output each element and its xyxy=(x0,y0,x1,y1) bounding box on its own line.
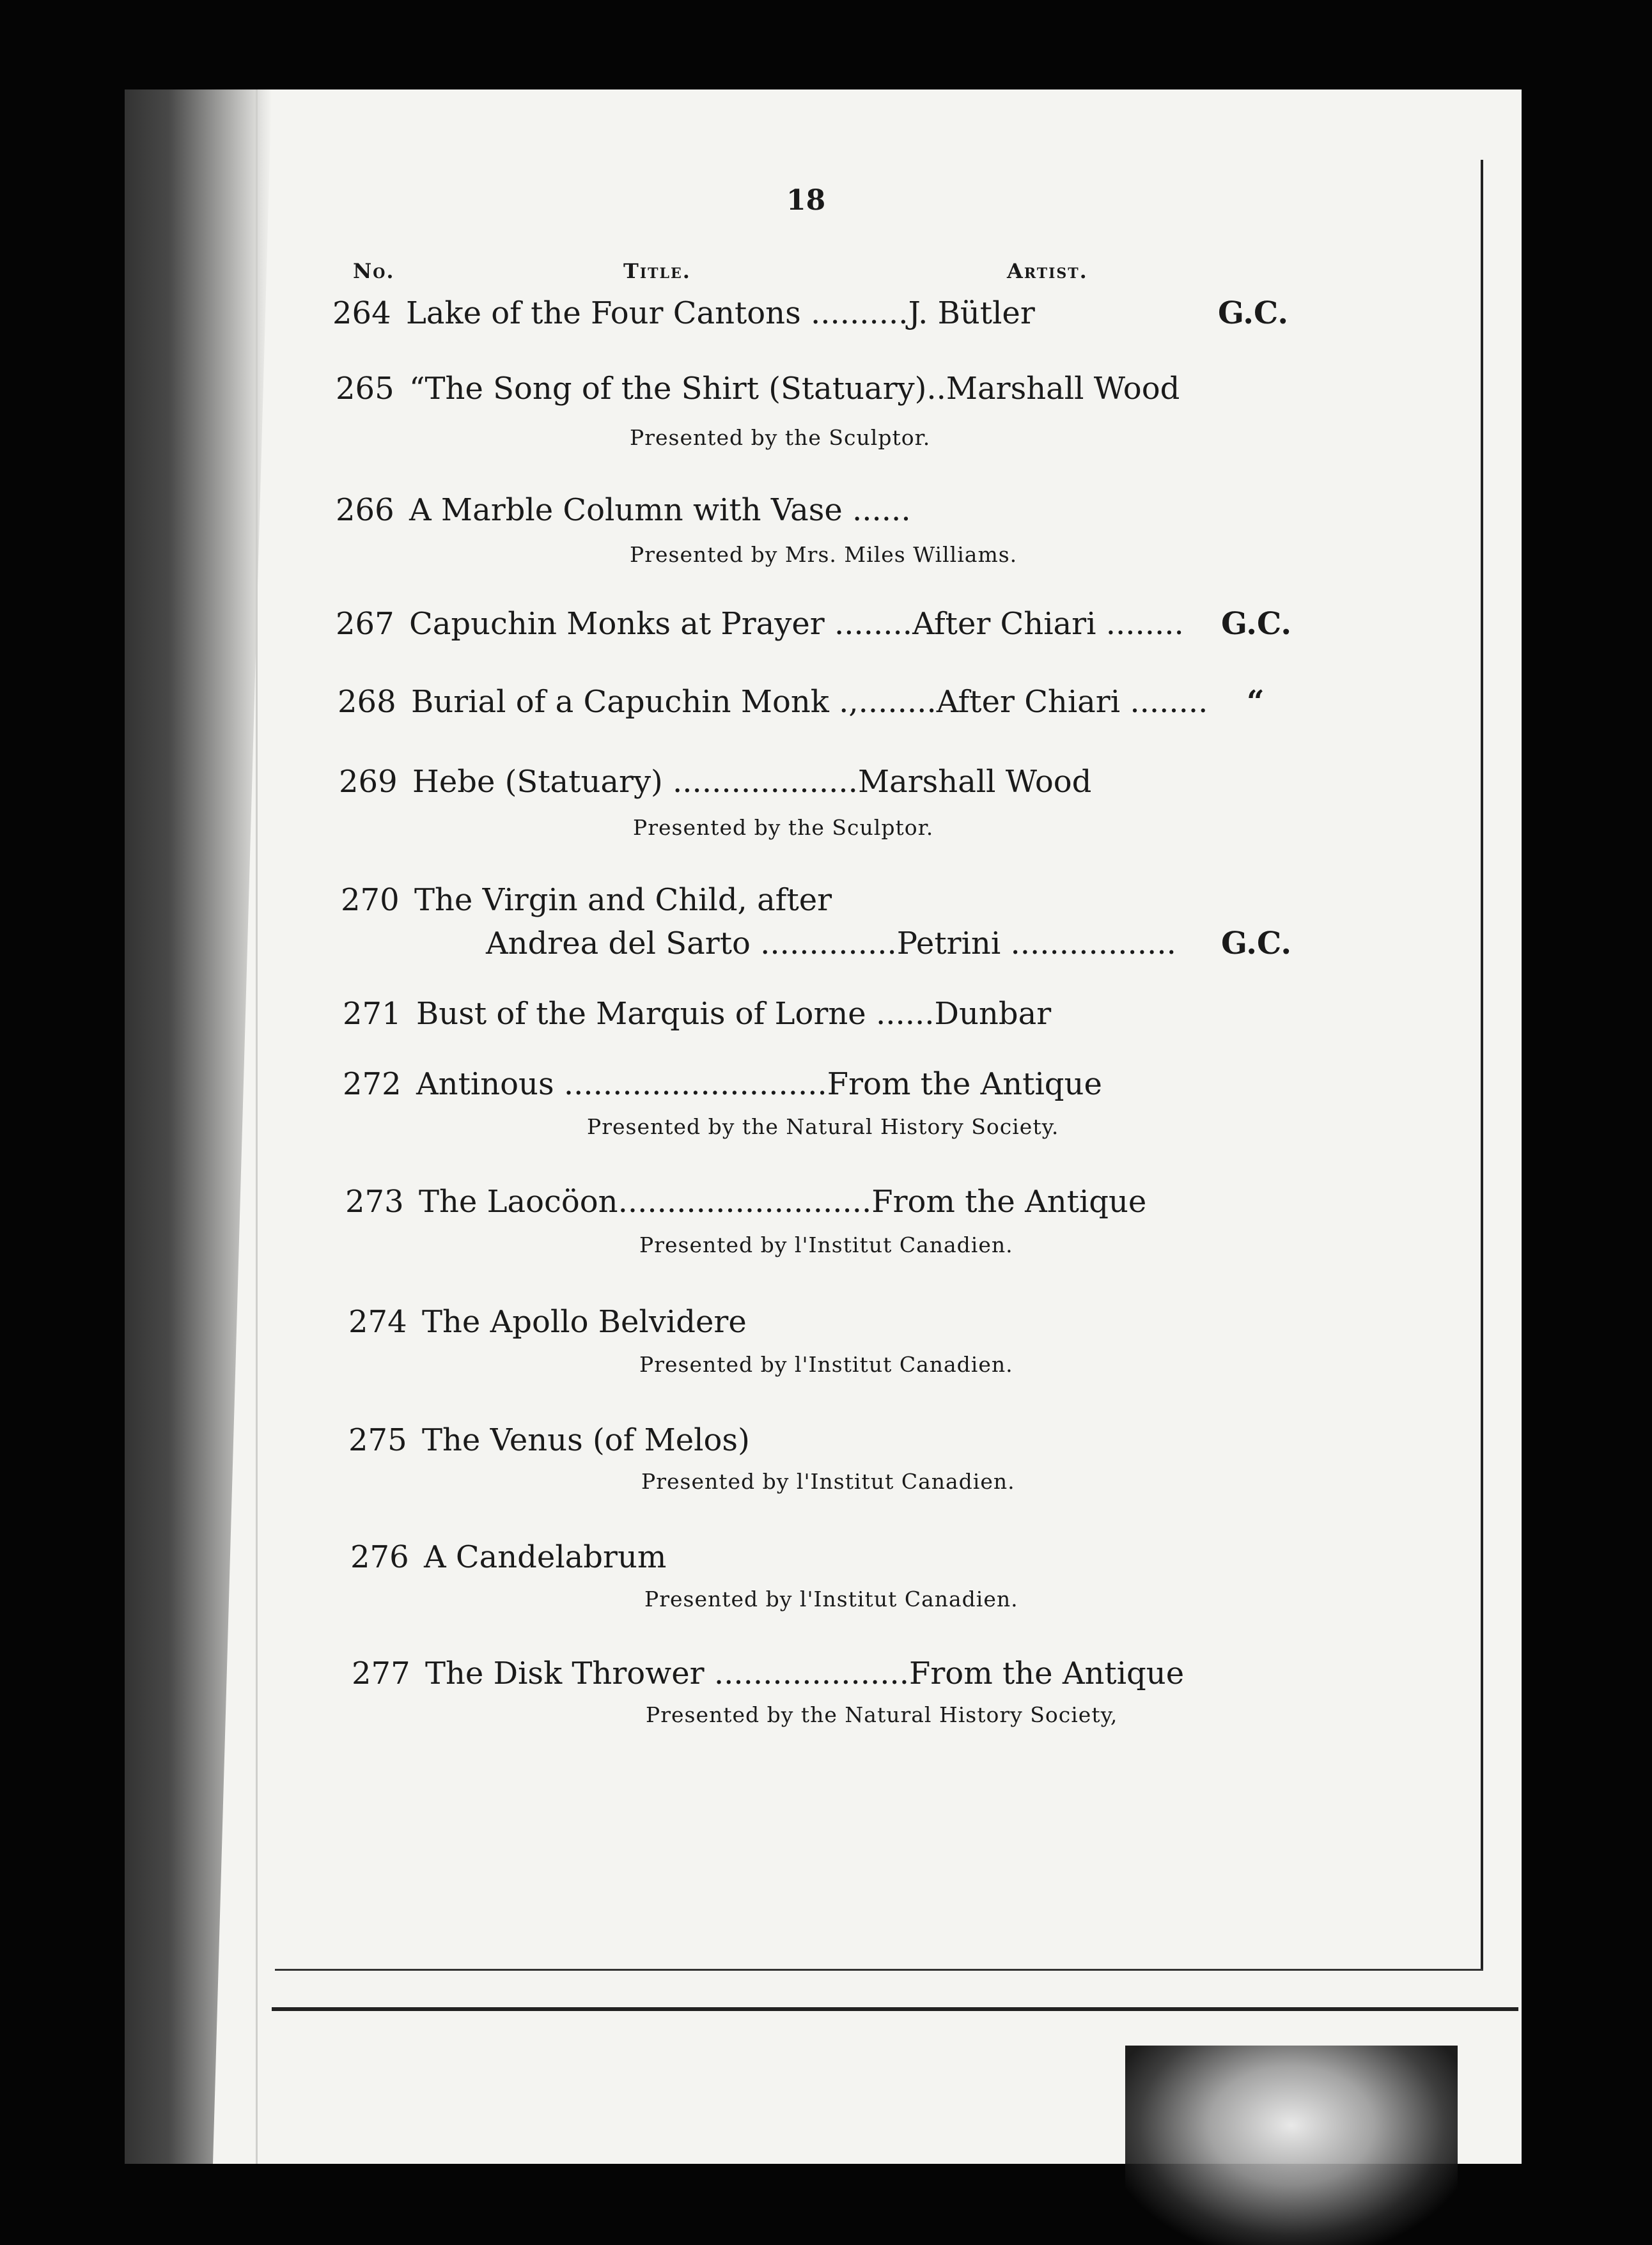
entry-number: 276 xyxy=(350,1539,409,1575)
entry-number: 269 xyxy=(339,764,398,800)
catalog-entry xyxy=(348,1304,747,1340)
entry-number: 270 xyxy=(341,882,400,918)
entry-title: Burial of a Capuchin Monk xyxy=(411,684,829,720)
entry-provenance-note: Presented by l'Institut Canadien. xyxy=(641,1469,1015,1494)
entry-ditto-mark: “ xyxy=(1247,684,1265,720)
catalog-entry xyxy=(336,492,911,528)
catalog-entry xyxy=(339,764,1091,800)
entry-title: Bust of the Marquis of Lorne xyxy=(416,996,866,1032)
entry-leader: .............. xyxy=(750,926,897,961)
entry-artist: Marshall Wood xyxy=(857,764,1092,800)
entry-leader: ........................... xyxy=(554,1066,827,1102)
entry-number: 274 xyxy=(348,1304,407,1340)
entry-provenance-note: Presented by l'Institut Canadien. xyxy=(644,1587,1018,1612)
entry-extra-leader: ........ xyxy=(1120,684,1208,720)
catalog-entry xyxy=(332,295,1035,331)
entry-extra-leader: ........ xyxy=(1096,606,1184,642)
entry-artist: After Chiari xyxy=(912,606,1096,642)
entry-artist: From the Antique xyxy=(909,1656,1185,1691)
catalog-entry xyxy=(345,1184,1146,1220)
entry-artist: After Chiari xyxy=(936,684,1121,720)
entry-leader: .................... xyxy=(704,1656,910,1691)
entry-number: 267 xyxy=(336,606,394,642)
catalog-entry xyxy=(336,606,1184,642)
entry-provenance-note: Presented by l'Institut Canadien. xyxy=(639,1352,1013,1377)
entry-title: The Virgin and Child, after xyxy=(414,882,832,918)
entry-title: The Disk Thrower xyxy=(425,1656,705,1691)
entry-provenance-note: Presented by l'Institut Canadien. xyxy=(639,1232,1013,1257)
entry-title: A Candelabrum xyxy=(424,1539,667,1575)
entry-provenance-note: Presented by the Natural History Society, xyxy=(646,1702,1118,1727)
entry-number: 273 xyxy=(345,1184,404,1220)
right-border-rule xyxy=(1481,160,1483,1969)
entry-provenance-note: Presented by the Sculptor. xyxy=(630,425,931,450)
entry-number: 266 xyxy=(336,492,394,528)
entry-artist: Petrini xyxy=(896,926,1001,961)
entry-artist: From the Antique xyxy=(827,1066,1102,1102)
header-title: Title. xyxy=(623,259,691,283)
entry-extra-leader: ................. xyxy=(1001,926,1176,961)
page-number: 18 xyxy=(786,184,826,217)
entry-title: Lake of the Four Cantons xyxy=(406,295,801,331)
header-artist: Artist. xyxy=(1007,259,1088,283)
entry-title: The Apollo Belvidere xyxy=(422,1304,747,1340)
bottom-edge-rule xyxy=(272,2007,1518,2011)
header-no: No. xyxy=(353,259,395,283)
catalog-entry xyxy=(336,371,1180,407)
entry-provenance-note: Presented by the Sculptor. xyxy=(633,815,934,840)
paper-damage-stain xyxy=(1125,2046,1458,2245)
entry-title: The Laocöon xyxy=(419,1184,618,1220)
entry-number: 271 xyxy=(343,996,401,1032)
entry-number: 265 xyxy=(336,371,394,407)
entry-number: 272 xyxy=(343,1066,401,1102)
entry-leader: ...... xyxy=(866,996,935,1032)
entry-leader: .......................... xyxy=(618,1184,872,1220)
bottom-rule xyxy=(275,1969,1483,1971)
catalog-entry xyxy=(343,1066,1102,1102)
entry-number: 264 xyxy=(332,295,391,331)
catalog-entry xyxy=(341,882,832,918)
entry-artist: Dunbar xyxy=(934,996,1052,1032)
entry-artist: From the Antique xyxy=(871,1184,1147,1220)
entry-collection-mark: G.C. xyxy=(1218,295,1289,331)
entry-title: “The Song of the Shirt (Statuary) xyxy=(409,371,927,407)
entry-title: Hebe (Statuary) xyxy=(412,764,663,800)
entry-leader: .,........ xyxy=(829,684,937,720)
entry-title: Capuchin Monks at Prayer xyxy=(409,606,825,642)
entry-collection-mark: G.C. xyxy=(1221,926,1292,961)
entry-title: A Marble Column with Vase xyxy=(409,492,843,528)
entry-leader: .. xyxy=(926,371,946,407)
fold-line xyxy=(256,89,258,2164)
catalog-entry xyxy=(352,1656,1184,1691)
catalog-entry xyxy=(348,1422,750,1458)
entry-leader: ........ xyxy=(824,606,913,642)
entry-artist: J. Bütler xyxy=(908,295,1035,331)
catalog-entry xyxy=(338,684,1208,720)
entry-number: 275 xyxy=(348,1422,407,1458)
entry-title: The Venus (of Melos) xyxy=(422,1422,750,1458)
entry-number: 277 xyxy=(352,1656,410,1691)
entry-leader: .......... xyxy=(800,295,908,331)
entry-number: 268 xyxy=(338,684,396,720)
entry-collection-mark: G.C. xyxy=(1221,606,1292,642)
catalog-entry xyxy=(343,996,1051,1032)
catalog-entry-continued xyxy=(486,926,1176,961)
entry-provenance-note: Presented by the Natural History Society. xyxy=(587,1114,1059,1139)
catalog-entry xyxy=(350,1539,666,1575)
entry-leader: ...... xyxy=(842,492,911,528)
entry-title: Antinous xyxy=(416,1066,554,1102)
entry-leader: ................... xyxy=(662,764,858,800)
entry-title-continued: Andrea del Sarto xyxy=(486,926,751,961)
entry-artist: Marshall Wood xyxy=(946,371,1180,407)
entry-provenance-note: Presented by Mrs. Miles Williams. xyxy=(630,542,1018,567)
